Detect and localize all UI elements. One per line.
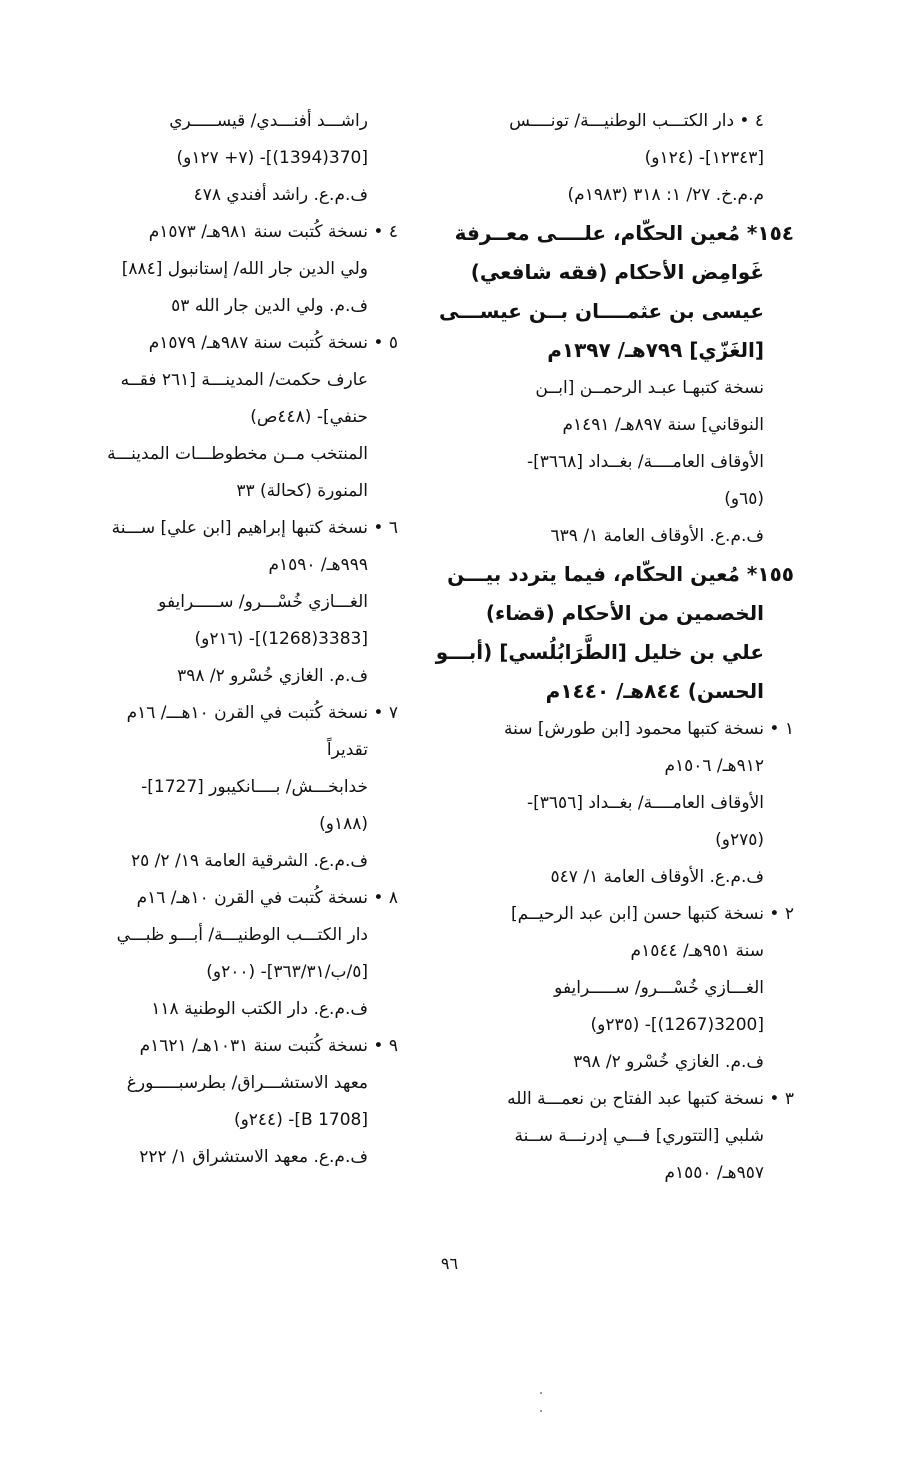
left-column-line: ٥ • نسخة كُتبت سنة ٩٨٧هـ/ ١٥٧٩م bbox=[148, 333, 398, 353]
right-column-line: (٢٧٥و) bbox=[715, 830, 764, 850]
left-column-line: ف.م.ع. راشد أفندي ٤٧٨ bbox=[193, 185, 368, 205]
left-column bbox=[78, 103, 398, 1176]
left-column-line: خدابخـــش/ بــــانكيبور [1727]- bbox=[141, 777, 368, 797]
right-column-line: ٣ • نسخة كتبها عبد الفتاح بن نعمـــة الله bbox=[507, 1089, 794, 1109]
left-column-line: [3383(1268)]- (٢١٦و) bbox=[194, 629, 368, 649]
right-column-line: الحسن) ٨٤٤هـ/ ١٤٤٠م bbox=[545, 679, 764, 703]
right-column-line: ١٥٤* مُعين الحكّام، علــــى معــرفة bbox=[454, 221, 794, 245]
right-column-line: م.م.خ. ٢٧/ ١: ٣١٨ (١٩٨٣م) bbox=[567, 185, 764, 205]
left-column-line: ٦ • نسخة كتبها إبراهيم [ابن علي] ســـنة bbox=[111, 518, 398, 538]
right-column-line: ١ • نسخة كتبها محمود [ابن طورش] سنة bbox=[503, 719, 794, 739]
right-column-line: ٤ • دار الكتـــب الوطنيـــة/ تونــــس bbox=[509, 111, 764, 131]
right-column-line: ٩٥٧هـ/ ١٥٥٠م bbox=[664, 1163, 764, 1183]
right-column-line: نسخة كتبهـا عبـد الرحمــن [ابــن bbox=[535, 378, 764, 398]
right-column-line: [3200(1267)]- (٢٣٥و) bbox=[590, 1015, 764, 1035]
right-column-line: النوقاني] سنة ٨٩٧هـ/ ١٤٩١م bbox=[562, 415, 764, 435]
left-column-line: معهد الاستشـــراق/ بطرسبـــــورغ bbox=[126, 1073, 368, 1093]
left-column-line: [٥/ب/٣٦٣/٣١]- (٢٠٠و) bbox=[206, 962, 368, 982]
right-column-line: الغـــازي خُسْـــرو/ ســـــرايفو bbox=[554, 978, 764, 998]
left-column-line: ف.م.ع. الشرقية العامة ١٩/ ٢/ ٢٥ bbox=[131, 851, 368, 871]
left-column-line: [B 1708]- (٢٤٤و) bbox=[233, 1110, 368, 1130]
right-column-line: ف.م.ع. الأوقاف العامة ١/ ٦٣٩ bbox=[550, 526, 764, 546]
left-column-line: حنفي]- (٤٤٨ص) bbox=[250, 407, 368, 427]
scan-speck bbox=[540, 1392, 542, 1394]
left-column-line: [370(1394)]- (٧+ ١٢٧و) bbox=[176, 148, 368, 168]
right-column-line: الأوقاف العامــــة/ بغــداد [٣٦٥٦]- bbox=[527, 793, 764, 813]
right-column-line: شلبي [التتوري] فـــي إدرنـــة ســنة bbox=[514, 1126, 764, 1146]
right-column-line: (٦٥و) bbox=[724, 489, 764, 509]
left-column-line: دار الكتـــب الوطنيـــة/ أبـــو ظبـــي bbox=[116, 925, 368, 945]
left-column-line: ف.م. الغازي خُسْرو ٢/ ٣٩٨ bbox=[177, 666, 368, 686]
right-column-line: [١٢٣٤٣]- (١٢٤و) bbox=[644, 148, 764, 168]
right-column-line: عيسى بن عثمــــان بــن عيســـى bbox=[438, 299, 764, 323]
left-column-line: راشـــد أفنـــدي/ قيســـــري bbox=[169, 111, 368, 131]
left-column-line: ٧ • نسخة كُتبت في القرن ١٠هـــ/ ١٦م bbox=[126, 703, 398, 723]
right-column-line: الخصمين من الأحكام (قضاء) bbox=[485, 601, 764, 625]
left-column-line: ف.م.ع. دار الكتب الوطنية ١١٨ bbox=[151, 999, 368, 1019]
left-column-line: ف.م. ولي الدين جار الله ٥٣ bbox=[171, 296, 368, 316]
left-column-line: المنتخب مــن مخطوطـــات المدينـــة bbox=[107, 444, 368, 464]
left-column-line: تقديراً bbox=[326, 740, 368, 760]
right-column-line: ٩١٢هـ/ ١٥٠٦م bbox=[664, 756, 764, 776]
right-column-line: سنة ٩٥١هـ/ ١٥٤٤م bbox=[630, 941, 764, 961]
left-column-line: (١٨٨و) bbox=[319, 814, 368, 834]
right-column-line: الأوقاف العامــــة/ بغــداد [٣٦٦٨]- bbox=[527, 452, 764, 472]
right-column-line: ف.م. الغازي خُسْرو ٢/ ٣٩٨ bbox=[573, 1052, 764, 1072]
left-column-line: الغـــازي خُسْـــرو/ ســـــرايفو bbox=[158, 592, 368, 612]
right-column-line: ٢ • نسخة كتبها حسن [ابن عبد الرحيــم] bbox=[510, 904, 794, 924]
right-column-line: [الغَزّي] ٧٩٩هـ/ ١٣٩٧م bbox=[547, 338, 764, 362]
left-column-line: ٨ • نسخة كُتبت في القرن ١٠هـ/ ١٦م bbox=[136, 888, 398, 908]
left-column-line: عارف حكمت/ المدينـــة [٢٦١ فقــه bbox=[120, 370, 368, 390]
left-column-line: ٤ • نسخة كُتبت سنة ٩٨١هـ/ ١٥٧٣م bbox=[148, 222, 398, 242]
right-column-line: غَوامِض الأحكام (فقه شافعي) bbox=[470, 260, 764, 284]
right-column-line: علي بن خليل [الطَّرَابُلُسي] (أبـــو bbox=[435, 640, 764, 664]
left-column-line: ولي الدين جار الله/ إستانبول [٨٨٤] bbox=[121, 259, 368, 279]
left-column-line: ٩ • نسخة كُتبت سنة ١٠٣١هـ/ ١٦٢١م bbox=[139, 1036, 398, 1056]
right-column bbox=[435, 103, 794, 1192]
left-column-line: ف.م.ع. معهد الاستشراق ١/ ٢٢٢ bbox=[139, 1147, 368, 1167]
left-column-line: ٩٩٩هـ/ ١٥٩٠م bbox=[268, 555, 368, 575]
left-column-line: المنورة (كحالة) ٣٣ bbox=[236, 481, 368, 501]
scan-speck bbox=[540, 1410, 542, 1412]
right-column-line: ف.م.ع. الأوقاف العامة ١/ ٥٤٧ bbox=[550, 867, 764, 887]
page-number: ٩٦ bbox=[440, 1254, 459, 1273]
right-column-line: ١٥٥* مُعين الحكّام، فيما يتردد بيـــن bbox=[447, 562, 794, 586]
